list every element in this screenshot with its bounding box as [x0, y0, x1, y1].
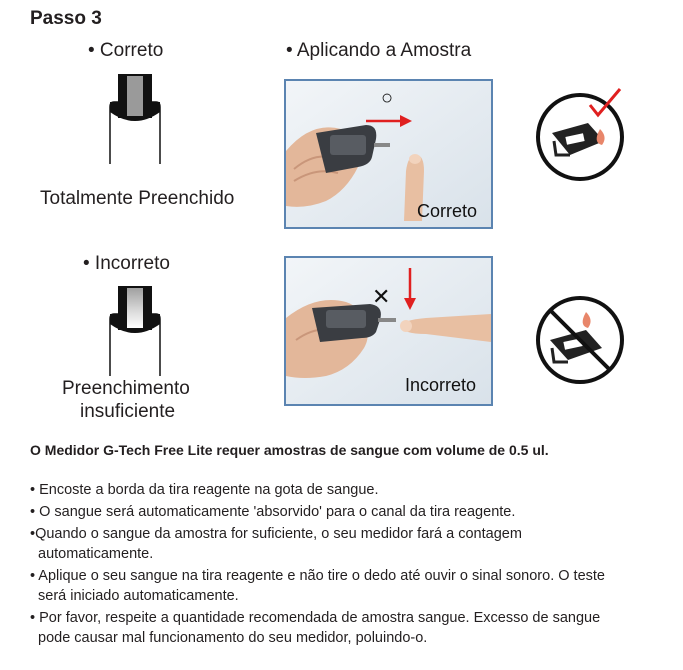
instructions-list [30, 480, 670, 650]
photo-correct-label: Correto [417, 201, 478, 221]
instruction-line: • Aplique o seu sangue na tira reagente e não tire o dedo até ouvir o sinal sonoro. O teste [30, 568, 605, 584]
list-item [30, 524, 670, 564]
strip-partial-icon [100, 284, 170, 376]
instruction-continuation: automaticamente. [38, 546, 154, 562]
instruction-continuation: será iniciado automaticamente. [38, 588, 239, 604]
correct-caption: Totalmente Preenchido [40, 188, 235, 209]
photo-incorrect [284, 256, 493, 406]
instruction-line: • Por favor, respeite a quantidade recomendada de amostra sangue. Excesso de sangue [30, 610, 601, 626]
list-item [30, 480, 670, 500]
photo-incorrect-label: Incorreto [405, 375, 477, 395]
list-item [30, 566, 670, 606]
list-item [30, 608, 670, 648]
incorrect-caption-line1: Preenchimento [62, 378, 190, 399]
correct-heading: • Correto [88, 40, 164, 61]
photo-correct [284, 79, 493, 229]
instruction-line: • O sangue será automaticamente 'absorvido' para o canal da tira reagente. [30, 504, 516, 520]
incorrect-caption-line2: insuficiente [80, 401, 176, 422]
instruction-continuation: pode causar mal funcionamento do seu medidor, poluindo-o. [38, 630, 428, 646]
incorrect-heading: • Incorreto [83, 253, 170, 274]
check-icon [530, 83, 630, 183]
requirement-text: O Medidor G-Tech Free Lite requer amostras de sangue com volume de 0.5 ul. [30, 442, 549, 458]
step-title: Passo 3 [30, 8, 102, 29]
list-item [30, 502, 670, 522]
instruction-line: •Quando o sangue da amostra for suficiente, o seu medidor fará a contagem [30, 526, 522, 542]
instruction-line: • Encoste a borda da tira reagente na gota de sangue. [30, 482, 379, 498]
incorrect-mark: ✕ [372, 284, 391, 309]
strip-full-icon [100, 72, 170, 164]
correct-mark: ○ [381, 87, 394, 109]
prohibited-icon [530, 290, 630, 390]
applying-heading: • Aplicando a Amostra [286, 40, 472, 61]
